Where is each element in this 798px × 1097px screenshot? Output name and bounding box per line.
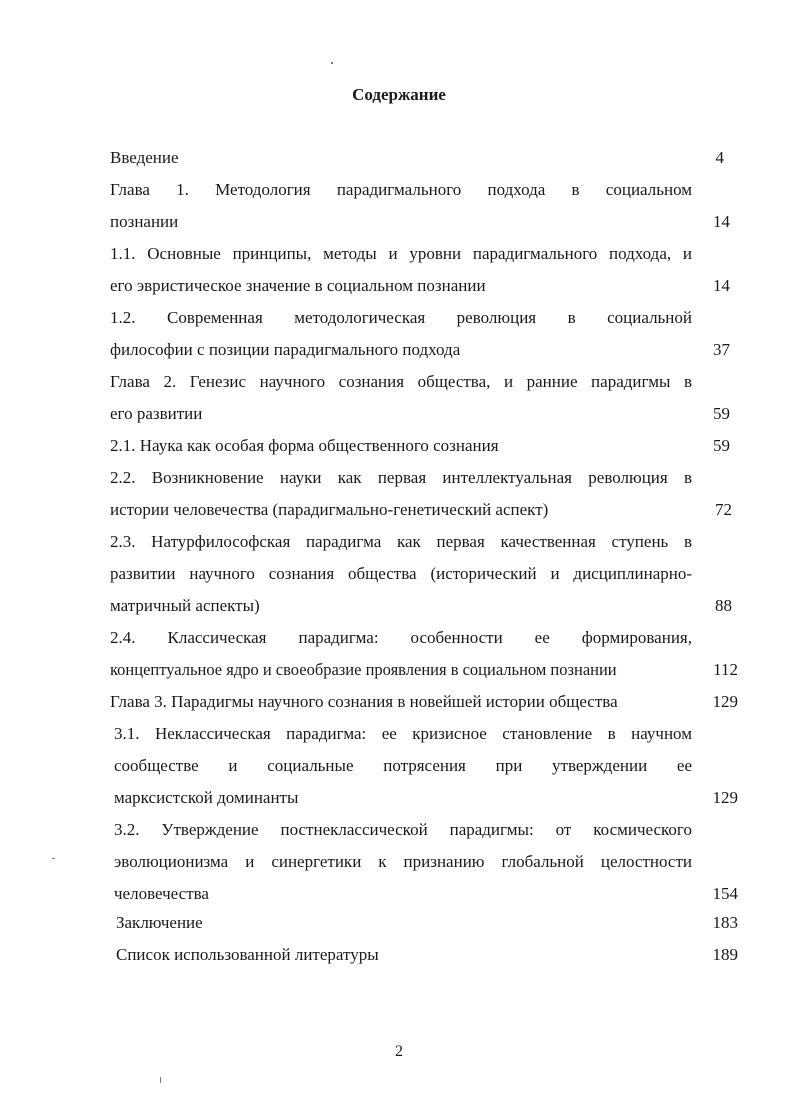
toc-page-number: 72 <box>715 500 732 519</box>
toc-page-number: 189 <box>712 945 738 964</box>
toc-entry-section-2-2: 2.2. Возникновение науки как первая интеллектуальная революция в <box>110 468 692 487</box>
toc-page-number: 88 <box>715 596 732 615</box>
toc-page-number: 183 <box>712 913 738 932</box>
toc-entry-section-1-1-cont: его эвристическое значение в социальном познании <box>110 276 486 295</box>
toc-entry-section-3-1-cont: марксистской доминанты <box>114 788 299 807</box>
toc-entry-section-2-2-cont: истории человечества (парадигмально-генетический аспект) <box>110 500 549 519</box>
toc-entry-chapter-1-cont: познании <box>110 212 179 231</box>
toc-page-number: 129 <box>712 692 738 711</box>
toc-entry-section-2-4-cont: концептуальное ядро и своеобразие проявления в социальном познании <box>110 660 617 679</box>
toc-page-number: 154 <box>712 884 738 903</box>
toc-page-number: 59 <box>713 436 730 455</box>
toc-entry-section-1-2-cont: философии с позиции парадигмального подхода <box>110 340 461 359</box>
toc-entry-section-1-1: 1.1. Основные принципы, методы и уровни парадигмального подхода, и <box>110 244 692 263</box>
toc-entry-section-3-2-cont: эволюционизма и синергетики к признанию глобальной целостности <box>114 852 692 871</box>
toc-entry-section-2-4: 2.4. Классическая парадигма: особенности ее формирования, <box>110 628 692 647</box>
toc-page-number: 4 <box>715 148 724 167</box>
page-number: 2 <box>395 1043 403 1060</box>
scan-speck <box>160 1077 161 1083</box>
toc-entry-section-2-3-cont: развитии научного сознания общества (исторический и дисциплинарно- <box>110 564 692 583</box>
toc-page-number: 37 <box>713 340 730 359</box>
toc-page-number: 14 <box>713 276 730 295</box>
toc-entry-section-2-1: 2.1. Наука как особая форма общественного сознания <box>110 436 499 455</box>
toc-entry-chapter-2-cont: его развитии <box>110 404 203 423</box>
scan-speck <box>331 62 333 64</box>
toc-entry-section-3-2: 3.2. Утверждение постнеклассической парадигмы: от космического <box>114 820 692 839</box>
toc-entry-section-1-2: 1.2. Современная методологическая революция в социальной <box>110 308 692 327</box>
toc-entry-section-3-1-cont: сообществе и социальные потрясения при утверждении ее <box>114 756 692 775</box>
toc-entry-intro: Введение <box>110 148 179 167</box>
toc-entry-section-3-2-cont: человечества <box>114 884 209 903</box>
toc-page-number: 14 <box>713 212 730 231</box>
toc-entry-section-2-3-cont: матричный аспекты) <box>110 596 260 615</box>
toc-page-number: 129 <box>712 788 738 807</box>
toc-page-number: 112 <box>713 660 738 679</box>
toc-entry-section-3-1: 3.1. Неклассическая парадигма: ее кризисное становление в научном <box>114 724 692 743</box>
toc-entry-chapter-3: Глава 3. Парадигмы научного сознания в новейшей истории общества <box>110 692 618 711</box>
scan-speck <box>52 858 55 859</box>
toc-entry-section-2-3: 2.3. Натурфилософская парадигма как первая качественная ступень в <box>110 532 692 551</box>
toc-entry-bibliography: Список использованной литературы <box>116 945 379 964</box>
toc-page-number: 59 <box>713 404 730 423</box>
toc-entry-chapter-2: Глава 2. Генезис научного сознания общества, и ранние парадигмы в <box>110 372 692 391</box>
toc-entry-chapter-1: Глава 1. Методология парадигмального подхода в социальном <box>110 180 692 199</box>
toc-title: Содержание <box>352 85 446 104</box>
toc-entry-conclusion: Заключение <box>116 913 203 932</box>
